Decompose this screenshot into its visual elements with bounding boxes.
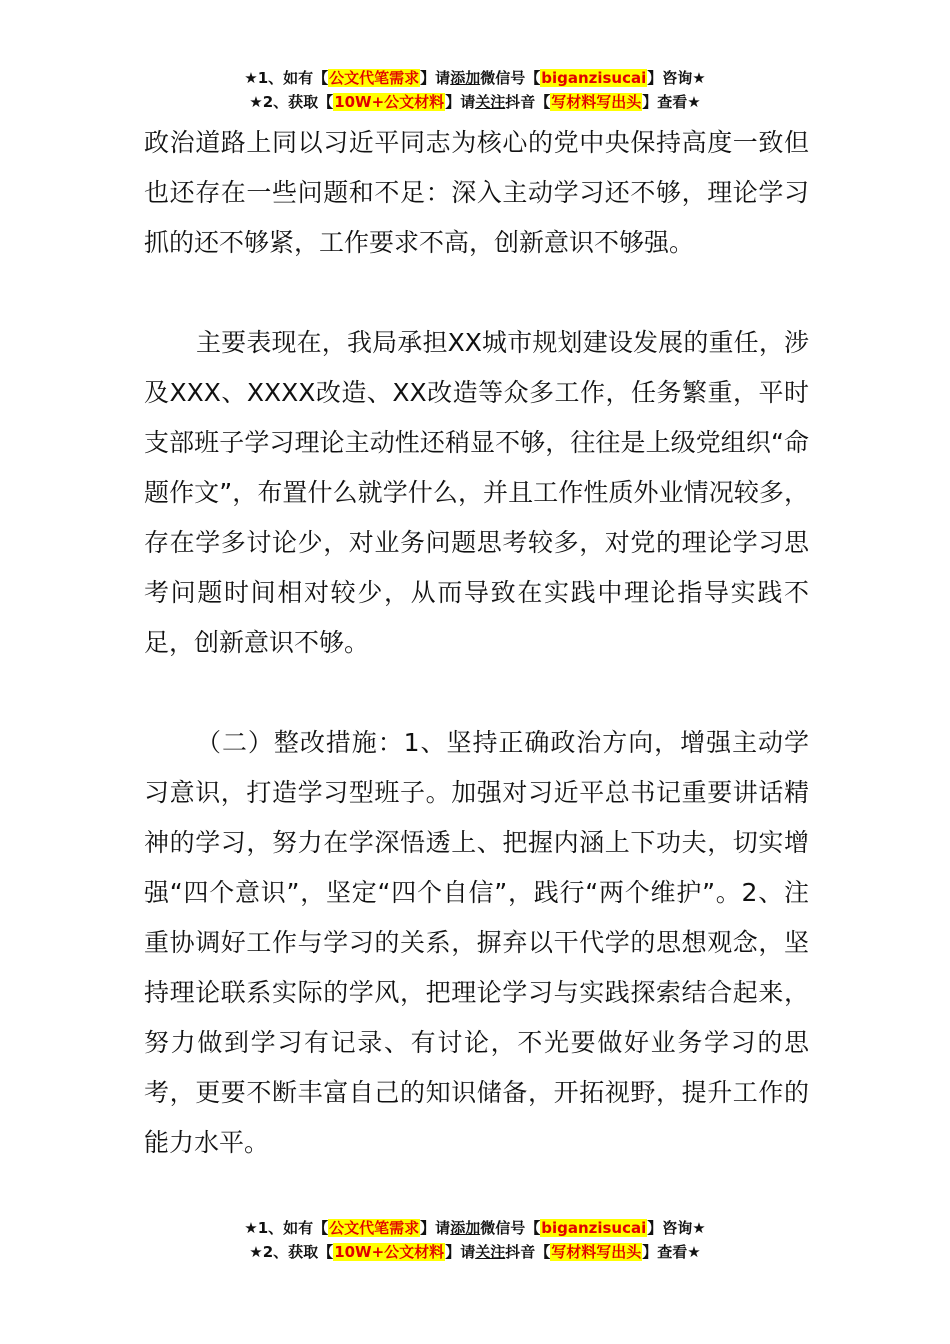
banner-underlined: 关注 — [475, 1243, 506, 1261]
banner-text: 】请 — [445, 93, 476, 111]
banner-text: ★1、如有【 — [244, 1219, 329, 1237]
paragraph-1: 政治道路上同以习近平同志为核心的党中央保持高度一致但也还存在一些问题和不足：深入主动学习还不够，理论学习抓的还不够紧，工作要求不高，创新意识不够强。 — [144, 128, 809, 257]
highlight-materials: 10W+公文材料 — [334, 93, 445, 111]
paragraph-gap — [144, 668, 809, 718]
banner-text: ★1、如有【 — [244, 69, 329, 87]
banner-text: 】请 — [420, 1219, 451, 1237]
paragraph-3: （二）整改措施：1、坚持正确政治方向，增强主动学习意识，打造学习型班子。加强对习近平总书记重要讲话精神的学习，努力在学深悟透上、把握内涵上下功夫，切实增强“四个意识”，坚定“四个自信”，践行“两个维护”。2、注重协调好工作与学习的关系，摒弃以干代学的思想观念，坚持理论联系实际的学风，把理论学习与实践探索结合起来，努力做到学习有记录、有讨论，不光要做好业务学习的思考，更要不断丰富自己的知识储备，开拓视野，提升工作的能力水平。 — [144, 728, 809, 1157]
banner-text: ★2、获取【 — [249, 1243, 334, 1261]
banner-underlined: 添加 — [450, 1219, 481, 1237]
footer-banner — [0, 1216, 950, 1264]
highlight-wechat-id: biganzisucai — [541, 1219, 647, 1237]
header-banner — [0, 66, 950, 114]
paragraph-gap — [144, 268, 809, 318]
highlight-douyin-id: 写材料写出头 — [551, 93, 642, 111]
banner-text: 抖音【 — [505, 93, 551, 111]
highlight-wechat-id: biganzisucai — [541, 69, 647, 87]
banner-text: 】请 — [420, 69, 451, 87]
banner-text: 微信号【 — [480, 69, 541, 87]
banner-line-1 — [0, 66, 950, 90]
document-body — [144, 118, 809, 1168]
highlight-materials: 10W+公文材料 — [334, 1243, 445, 1261]
banner-text: 】查看★ — [642, 1243, 701, 1261]
banner-text: 】咨询★ — [647, 1219, 706, 1237]
highlight-douyin-id: 写材料写出头 — [551, 1243, 642, 1261]
banner-text: ★2、获取【 — [249, 93, 334, 111]
banner-text: 抖音【 — [505, 1243, 551, 1261]
paragraph-2: 主要表现在，我局承担XX城市规划建设发展的重任，涉及XXX、XXXX改造、XX改造等众多工作，任务繁重，平时支部班子学习理论主动性还稍显不够，往往是上级党组织“命题作文”，布置什么就学什么，并且工作性质外业情况较多，存在学多讨论少，对业务问题思考较多，对党的理论学习思考问题时间相对较少，从而导致在实践中理论指导实践不足，创新意识不够。 — [144, 328, 809, 657]
banner-text: 】咨询★ — [647, 69, 706, 87]
banner-text: 微信号【 — [480, 1219, 541, 1237]
banner-line-1 — [0, 1216, 950, 1240]
highlight-service: 公文代笔需求 — [329, 69, 420, 87]
banner-text: 】查看★ — [642, 93, 701, 111]
banner-line-2 — [0, 90, 950, 114]
banner-underlined: 关注 — [475, 93, 506, 111]
banner-text: 】请 — [445, 1243, 476, 1261]
highlight-service: 公文代笔需求 — [329, 1219, 420, 1237]
banner-underlined: 添加 — [450, 69, 481, 87]
banner-line-2 — [0, 1240, 950, 1264]
